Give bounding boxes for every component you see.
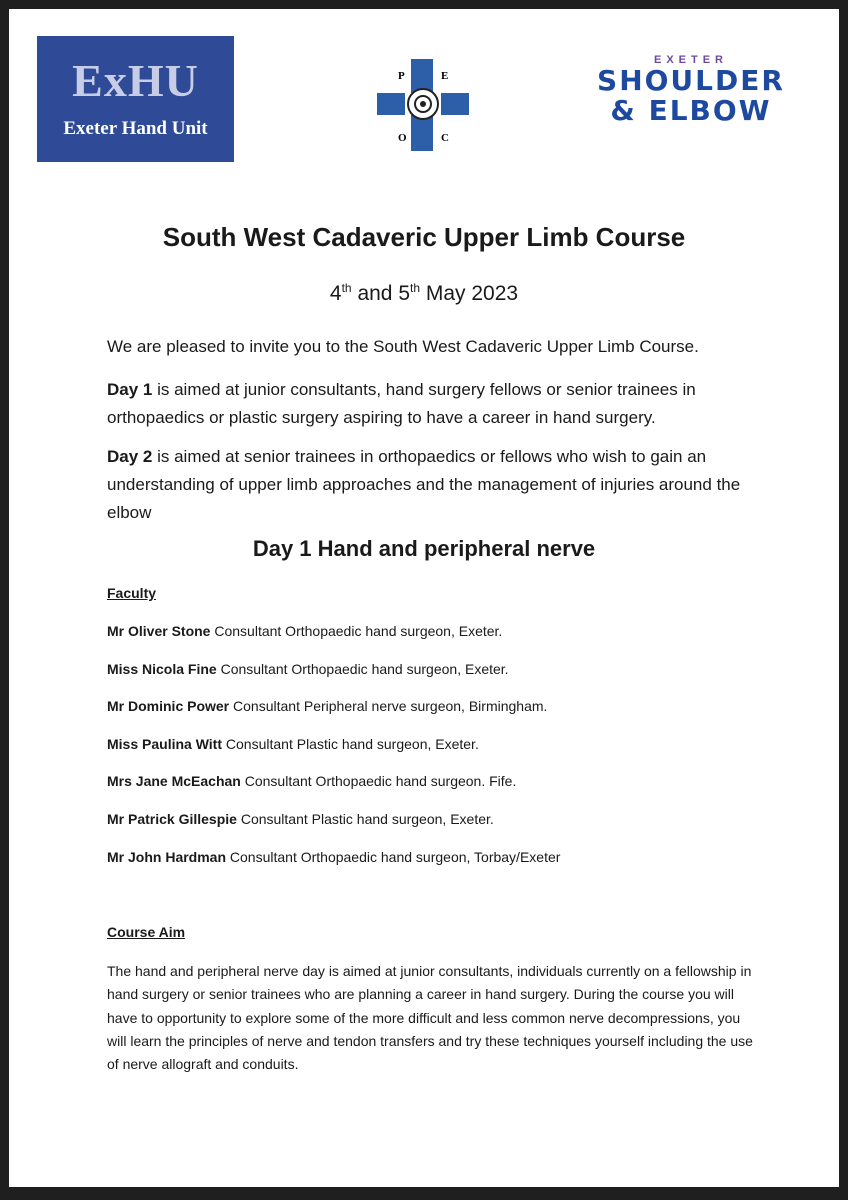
faculty-item bbox=[107, 623, 502, 639]
shoulder-elbow-logo bbox=[593, 54, 789, 134]
date-sup1: th bbox=[341, 281, 352, 295]
course-dates bbox=[9, 281, 839, 306]
date-day2: 5 bbox=[398, 282, 411, 305]
document-page bbox=[9, 9, 839, 1187]
intro-paragraph: We are pleased to invite you to the South West Cadaveric Upper Limb Course. bbox=[107, 337, 699, 356]
peoc-logo bbox=[375, 39, 471, 151]
day1-paragraph bbox=[107, 376, 767, 432]
shoulder-elbow-logo-top: EXETER bbox=[653, 54, 728, 66]
day1-label: Day 1 bbox=[107, 380, 153, 399]
date-sup2: th bbox=[410, 281, 421, 295]
peoc-cross-bottom bbox=[411, 115, 433, 151]
peoc-letter-o: O bbox=[398, 132, 407, 144]
exhu-logo-abbrev: ExHU bbox=[72, 55, 199, 106]
shoulder-elbow-logo-line2: & ELBOW bbox=[610, 94, 772, 127]
faculty-role: Consultant Plastic hand surgeon, Exeter. bbox=[236, 811, 494, 827]
day2-label: Day 2 bbox=[107, 447, 153, 466]
peoc-cross-left bbox=[377, 93, 405, 115]
peoc-cross-top bbox=[411, 59, 433, 93]
peoc-letter-e: E bbox=[441, 70, 449, 82]
rose-center-icon bbox=[420, 101, 426, 107]
faculty-item bbox=[107, 849, 560, 865]
faculty-role: Consultant Orthopaedic hand surgeon, Torbay/Exeter bbox=[226, 849, 561, 865]
course-aim-label: Course Aim bbox=[107, 924, 186, 940]
faculty-item bbox=[107, 773, 516, 789]
faculty-name: Mr Dominic Power bbox=[107, 698, 230, 714]
course-aim-paragraph: The hand and peripheral nerve day is aimed at junior consultants, individuals currently on a fellowship in hand surgery or senior trainees who are planning a career in hand surgery. During the course you will have to opportunity to explore some of the more difficult and less common nerve decompressions, you will learn the principles of nerve and tendon transfers and try these techniques yourself including the use of nerve allograft and conduits. bbox=[107, 963, 753, 1073]
faculty-name: Mr Patrick Gillespie bbox=[107, 811, 237, 827]
faculty-label: Faculty bbox=[107, 585, 157, 601]
faculty-role: Consultant Orthopaedic hand surgeon, Exeter. bbox=[216, 661, 509, 677]
peoc-letter-c: C bbox=[441, 132, 449, 144]
faculty-role: Consultant Plastic hand surgeon, Exeter. bbox=[222, 736, 479, 752]
date-and: and bbox=[351, 282, 399, 305]
faculty-role: Consultant Peripheral nerve surgeon, Birmingham. bbox=[229, 698, 548, 714]
faculty-name: Miss Paulina Witt bbox=[107, 736, 223, 752]
peoc-letter-p: P bbox=[398, 70, 405, 82]
shoulder-elbow-logo-line1: SHOULDER bbox=[597, 64, 785, 97]
faculty-item bbox=[107, 661, 509, 677]
faculty-item bbox=[107, 811, 494, 827]
day2-text: is aimed at senior trainees in orthopaedics or fellows who wish to gain an understanding of upper limb approaches and the management of injuries around the elbow bbox=[107, 447, 741, 522]
date-rest: May 2023 bbox=[420, 282, 519, 305]
day2-paragraph bbox=[107, 443, 767, 527]
faculty-role: Consultant Orthopaedic hand surgeon. Fife. bbox=[240, 773, 517, 789]
exhu-logo-name: Exeter Hand Unit bbox=[63, 118, 208, 139]
faculty-item bbox=[107, 736, 479, 752]
faculty-role: Consultant Orthopaedic hand surgeon, Exeter. bbox=[210, 623, 503, 639]
faculty-name: Miss Nicola Fine bbox=[107, 661, 217, 677]
date-day1: 4 bbox=[329, 282, 342, 305]
peoc-cross-right bbox=[441, 93, 469, 115]
faculty-item bbox=[107, 698, 547, 714]
exhu-logo bbox=[37, 36, 234, 162]
page-title: South West Cadaveric Upper Limb Course bbox=[162, 222, 686, 252]
faculty-name: Mrs Jane McEachan bbox=[107, 773, 241, 789]
faculty-name: Mr John Hardman bbox=[107, 849, 227, 865]
day1-heading: Day 1 Hand and peripheral nerve bbox=[252, 536, 596, 561]
day1-text: is aimed at junior consultants, hand surgery fellows or senior trainees in orthopaedics or plastic surgery aspiring to have a career in hand surgery. bbox=[107, 380, 696, 427]
faculty-name: Mr Oliver Stone bbox=[107, 623, 211, 639]
